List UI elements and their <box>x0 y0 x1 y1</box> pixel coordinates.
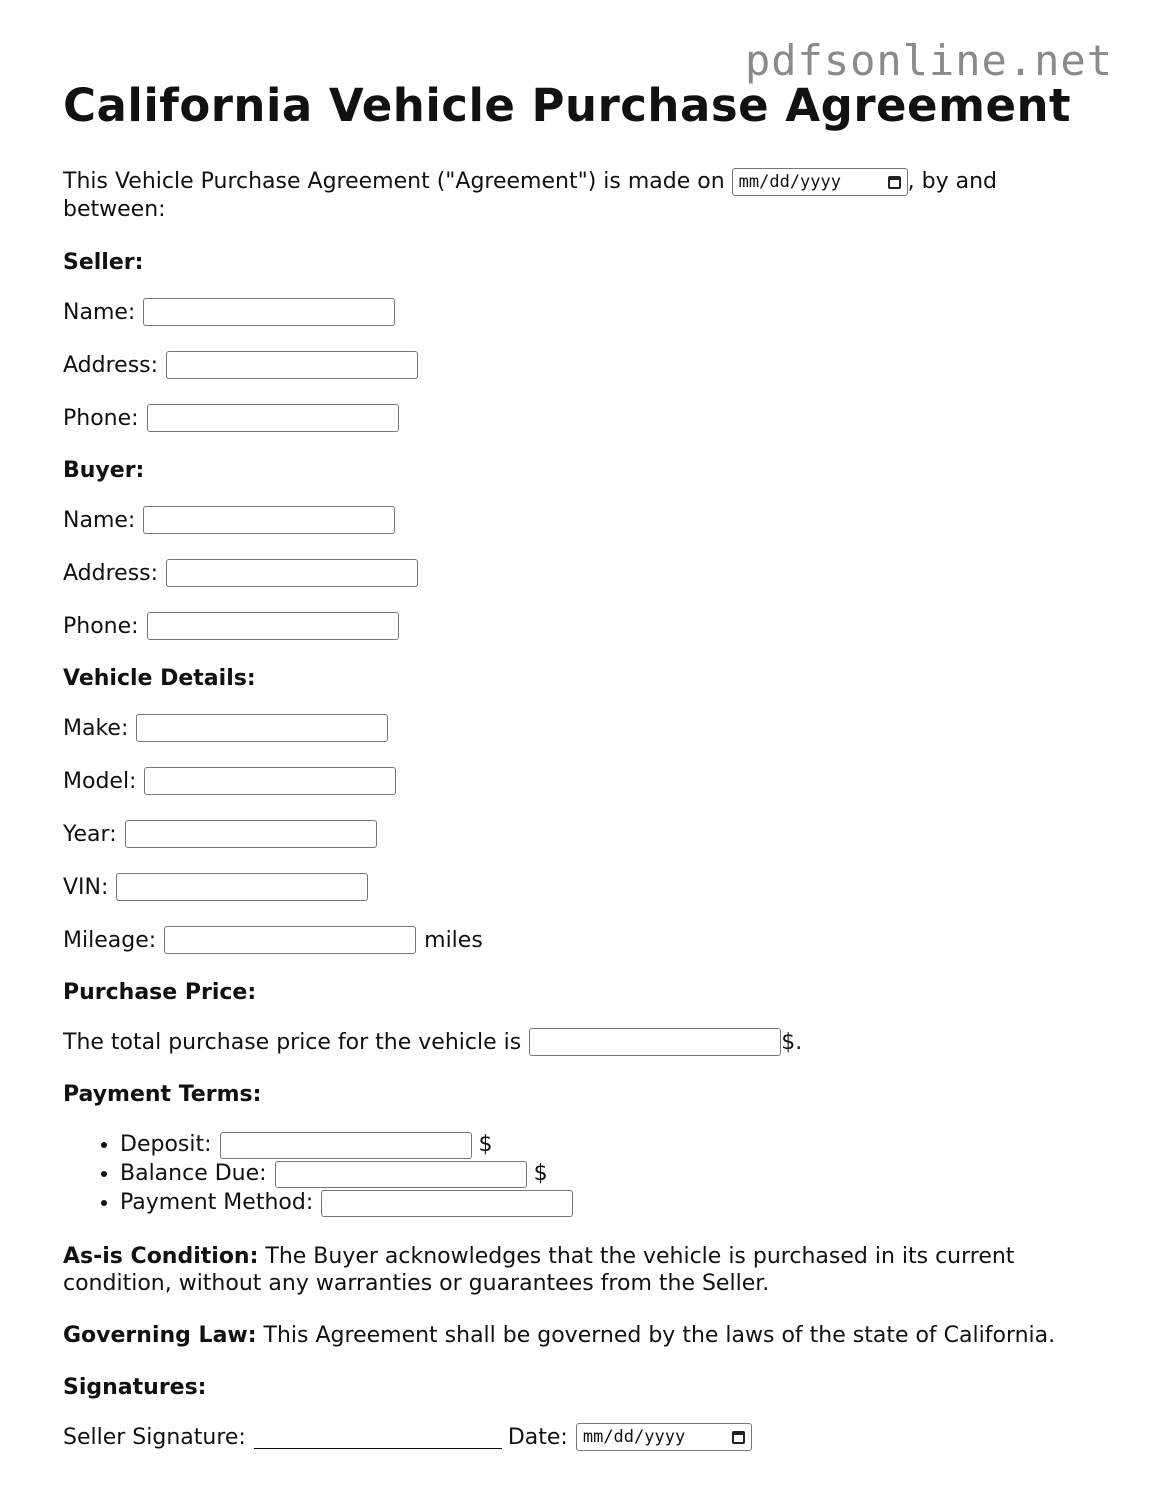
buyer-address-input[interactable] <box>166 559 418 587</box>
buyer-heading: Buyer: <box>63 458 145 483</box>
governing-law-paragraph <box>63 1322 1103 1349</box>
buyer-name-label: Name: <box>63 507 136 533</box>
deposit-label: Deposit: <box>120 1132 212 1157</box>
deposit-input[interactable] <box>220 1132 472 1159</box>
vehicle-year-input[interactable] <box>125 820 377 848</box>
vehicle-vin-label: VIN: <box>63 874 109 900</box>
purchase-price-text: The total purchase price for the vehicle is <box>63 1029 522 1055</box>
vehicle-mileage-label: Mileage: <box>63 927 157 953</box>
page-title: California Vehicle Purchase Agreement <box>63 79 1072 132</box>
buyer-phone-input[interactable] <box>147 612 399 640</box>
seller-phone-label: Phone: <box>63 405 139 431</box>
buyer-name-row <box>63 506 1103 534</box>
seller-signature-row <box>63 1423 1103 1451</box>
calendar-icon[interactable] <box>732 1431 745 1444</box>
seller-address-row <box>63 351 1103 379</box>
balance-due-label: Balance Due: <box>120 1161 267 1186</box>
payment-terms-heading: Payment Terms: <box>63 1082 262 1107</box>
list-item <box>120 1130 1103 1159</box>
seller-heading: Seller: <box>63 250 144 275</box>
seller-signature-line[interactable] <box>254 1426 502 1449</box>
buyer-address-row <box>63 559 1103 587</box>
vehicle-make-label: Make: <box>63 715 129 741</box>
purchase-price-row <box>63 1028 1103 1056</box>
buyer-phone-label: Phone: <box>63 613 139 639</box>
watermark: pdfsonline.net <box>744 36 1113 85</box>
buyer-address-label: Address: <box>63 560 159 586</box>
as-is-condition-label: As-is Condition: <box>63 1244 259 1269</box>
buyer-phone-row <box>63 612 1103 640</box>
vehicle-model-row <box>63 767 1103 795</box>
vehicle-mileage-input[interactable] <box>164 926 416 954</box>
vehicle-year-label: Year: <box>63 821 117 847</box>
vehicle-details-heading: Vehicle Details: <box>63 666 256 691</box>
calendar-icon[interactable] <box>888 176 901 189</box>
signatures-heading: Signatures: <box>63 1375 207 1400</box>
deposit-suffix: $ <box>478 1132 493 1157</box>
vehicle-year-row <box>63 820 1103 848</box>
date-placeholder: mm/dd/yyyy <box>738 171 841 192</box>
as-is-condition-paragraph <box>63 1243 1103 1297</box>
balance-due-input[interactable] <box>275 1161 527 1188</box>
buyer-name-input[interactable] <box>143 506 395 534</box>
seller-name-row <box>63 298 1103 326</box>
vehicle-make-input[interactable] <box>136 714 388 742</box>
payment-method-label: Payment Method: <box>120 1190 314 1215</box>
seller-signature-label: Seller Signature: <box>63 1424 246 1450</box>
agreement-date-input[interactable] <box>732 168 908 196</box>
purchase-price-heading: Purchase Price: <box>63 980 257 1005</box>
vehicle-make-row <box>63 714 1103 742</box>
vehicle-mileage-row <box>63 926 1103 954</box>
intro-paragraph <box>63 168 1103 223</box>
purchase-price-input[interactable] <box>529 1028 781 1056</box>
seller-address-input[interactable] <box>166 351 418 379</box>
payment-method-input[interactable] <box>321 1190 573 1217</box>
balance-due-suffix: $ <box>533 1161 548 1186</box>
seller-phone-row <box>63 404 1103 432</box>
mileage-unit: miles <box>424 927 483 953</box>
payment-terms-list <box>63 1130 1103 1217</box>
list-item <box>120 1159 1103 1188</box>
purchase-price-suffix: $. <box>781 1029 803 1055</box>
signature-date-label: Date: <box>507 1424 568 1450</box>
seller-name-label: Name: <box>63 299 136 325</box>
intro-text-before: This Vehicle Purchase Agreement ("Agreement") is made on <box>63 169 732 194</box>
document <box>63 78 1103 1476</box>
list-item <box>120 1188 1103 1217</box>
governing-law-label: Governing Law: <box>63 1323 257 1348</box>
governing-law-text: This Agreement shall be governed by the laws of the state of California. <box>256 1323 1056 1348</box>
as-is-condition-text: The Buyer acknowledges that the vehicle is purchased in its current condition, without any warranties or guarantees from the Seller. <box>63 1244 1015 1296</box>
seller-name-input[interactable] <box>143 298 395 326</box>
seller-phone-input[interactable] <box>147 404 399 432</box>
intro-text-after: , by and between: <box>63 169 997 222</box>
seller-address-label: Address: <box>63 352 159 378</box>
vehicle-vin-input[interactable] <box>116 873 368 901</box>
seller-signature-date-input[interactable] <box>576 1423 752 1451</box>
date-placeholder: mm/dd/yyyy <box>582 1426 686 1447</box>
vehicle-model-label: Model: <box>63 768 137 794</box>
vehicle-model-input[interactable] <box>144 767 396 795</box>
vehicle-vin-row <box>63 873 1103 901</box>
